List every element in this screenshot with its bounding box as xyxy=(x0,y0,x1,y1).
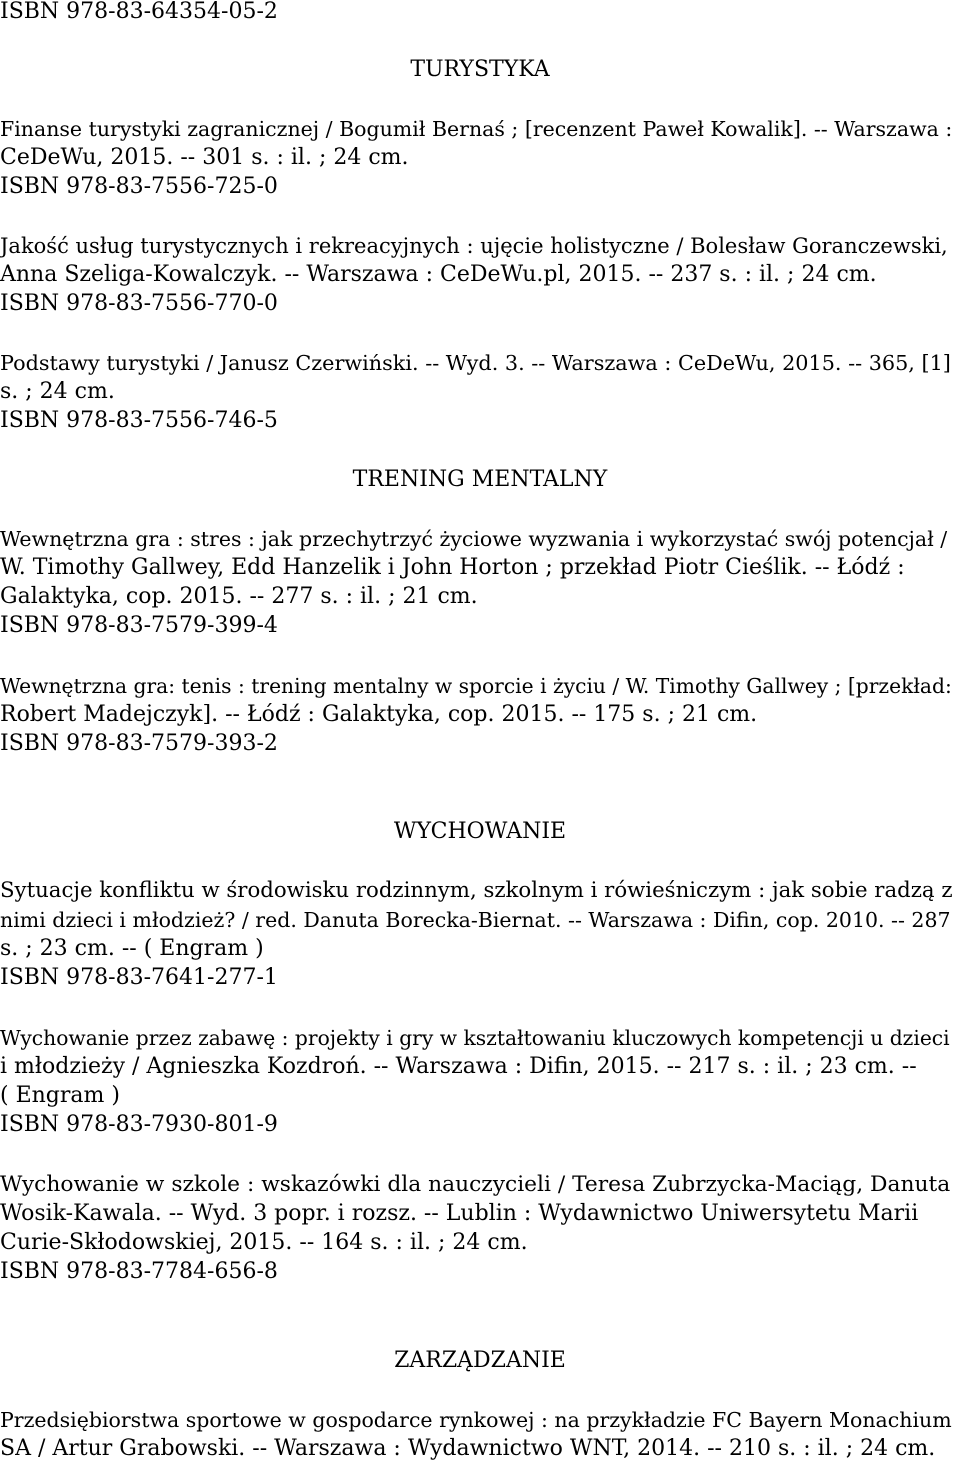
section-heading-turystyka: TURYSTYKA xyxy=(410,57,550,82)
entry-isbn: ISBN 978-83-7579-393-2 xyxy=(0,731,278,756)
entry-text-line: s. ; 23 cm. -- ( Engram ) xyxy=(0,936,264,961)
entry-text-line: Curie-Skłodowskiej, 2015. -- 164 s. : il. ; 24 cm. xyxy=(0,1230,528,1255)
entry-text-line: Robert Madejczyk]. -- Łódź : Galaktyka, cop. 2015. -- 175 s. ; 21 cm. xyxy=(0,702,758,727)
entry-isbn: ISBN 978-83-7579-399-4 xyxy=(0,613,278,638)
entry-text-line: ( Engram ) xyxy=(0,1083,120,1108)
entry-text-line: SA / Artur Grabowski. -- Warszawa : Wydawnictwo WNT, 2014. -- 210 s. : il. ; 24 cm. xyxy=(0,1436,936,1461)
entry-isbn: ISBN 978-83-7556-746-5 xyxy=(0,408,278,433)
entry-text-line: W. Timothy Gallwey, Edd Hanzelik i John Horton ; przekład Piotr Cieślik. -- Łódź : xyxy=(0,555,905,580)
entry-text-line: i młodzieży / Agnieszka Kozdroń. -- Warszawa : Difin, 2015. -- 217 s. : il. ; 23 cm. -- xyxy=(0,1054,917,1079)
entry-text-line: Anna Szeliga-Kowalczyk. -- Warszawa : CeDeWu.pl, 2015. -- 237 s. : il. ; 24 cm. xyxy=(0,262,877,287)
entry-text-line: Wewnętrzna gra : stres : jak przechytrzyć życiowe wyzwania i wykorzystać swój potencjał / xyxy=(0,527,948,551)
entry-text-line: CeDeWu, 2015. -- 301 s. : il. ; 24 cm. xyxy=(0,145,409,170)
entry-text-line: Finanse turystyki zagranicznej / Bogumił Bernaś ; [recenzent Paweł Kowalik]. -- Warszawa : xyxy=(0,117,953,141)
entry-isbn: ISBN 978-83-7556-770-0 xyxy=(0,291,278,316)
entry-text-line: Wewnętrzna gra: tenis : trening mentalny w sporcie i życiu / W. Timothy Gallwey ; [przekład: xyxy=(0,674,952,698)
entry-text-line: Sytuacje konfliktu w środowisku rodzinnym, szkolnym i rówieśniczym : jak sobie radzą z xyxy=(0,878,953,903)
section-heading-wychowanie: WYCHOWANIE xyxy=(393,819,567,844)
entry-text-line: Jakość usług turystycznych i rekreacyjnych : ujęcie holistyczne / Bolesław Goranczewski, xyxy=(0,234,948,258)
entry-isbn: ISBN 978-83-7930-801-9 xyxy=(0,1112,278,1137)
entry-text-line: Podstawy turystyki / Janusz Czerwiński. -- Wyd. 3. -- Warszawa : CeDeWu, 2015. -- 365, [1] xyxy=(0,351,951,375)
section-heading-trening-mentalny: TRENING MENTALNY xyxy=(352,467,608,492)
entry-text-line: Przedsiębiorstwa sportowe w gospodarce rynkowej : na przykładzie FC Bayern Monachium xyxy=(0,1408,952,1432)
entry-text-line: Wosik-Kawala. -- Wyd. 3 popr. i rozsz. -- Lublin : Wydawnictwo Uniwersytetu Marii xyxy=(0,1201,919,1226)
isbn-line: ISBN 978-83-64354-05-2 xyxy=(0,0,278,24)
entry-text-line: s. ; 24 cm. xyxy=(0,379,115,404)
entry-text-line: Galaktyka, cop. 2015. -- 277 s. : il. ; 21 cm. xyxy=(0,584,478,609)
entry-text-line: Wychowanie w szkole : wskazówki dla nauczycieli / Teresa Zubrzycka-Maciąg, Danuta xyxy=(0,1172,951,1197)
entry-text-line: nimi dzieci i młodzież? / red. Danuta Borecka-Biernat. -- Warszawa : Difin, cop. 2010. -- 287 xyxy=(0,908,951,932)
entry-isbn: ISBN 978-83-7641-277-1 xyxy=(0,965,278,990)
section-heading-zarzadzanie: ZARZĄDZANIE xyxy=(394,1348,566,1373)
entry-text-line: Wychowanie przez zabawę : projekty i gry w kształtowaniu kluczowych kompetencji u dzieci xyxy=(0,1026,950,1050)
entry-isbn: ISBN 978-83-7556-725-0 xyxy=(0,174,278,199)
entry-isbn: ISBN 978-83-7784-656-8 xyxy=(0,1259,278,1284)
